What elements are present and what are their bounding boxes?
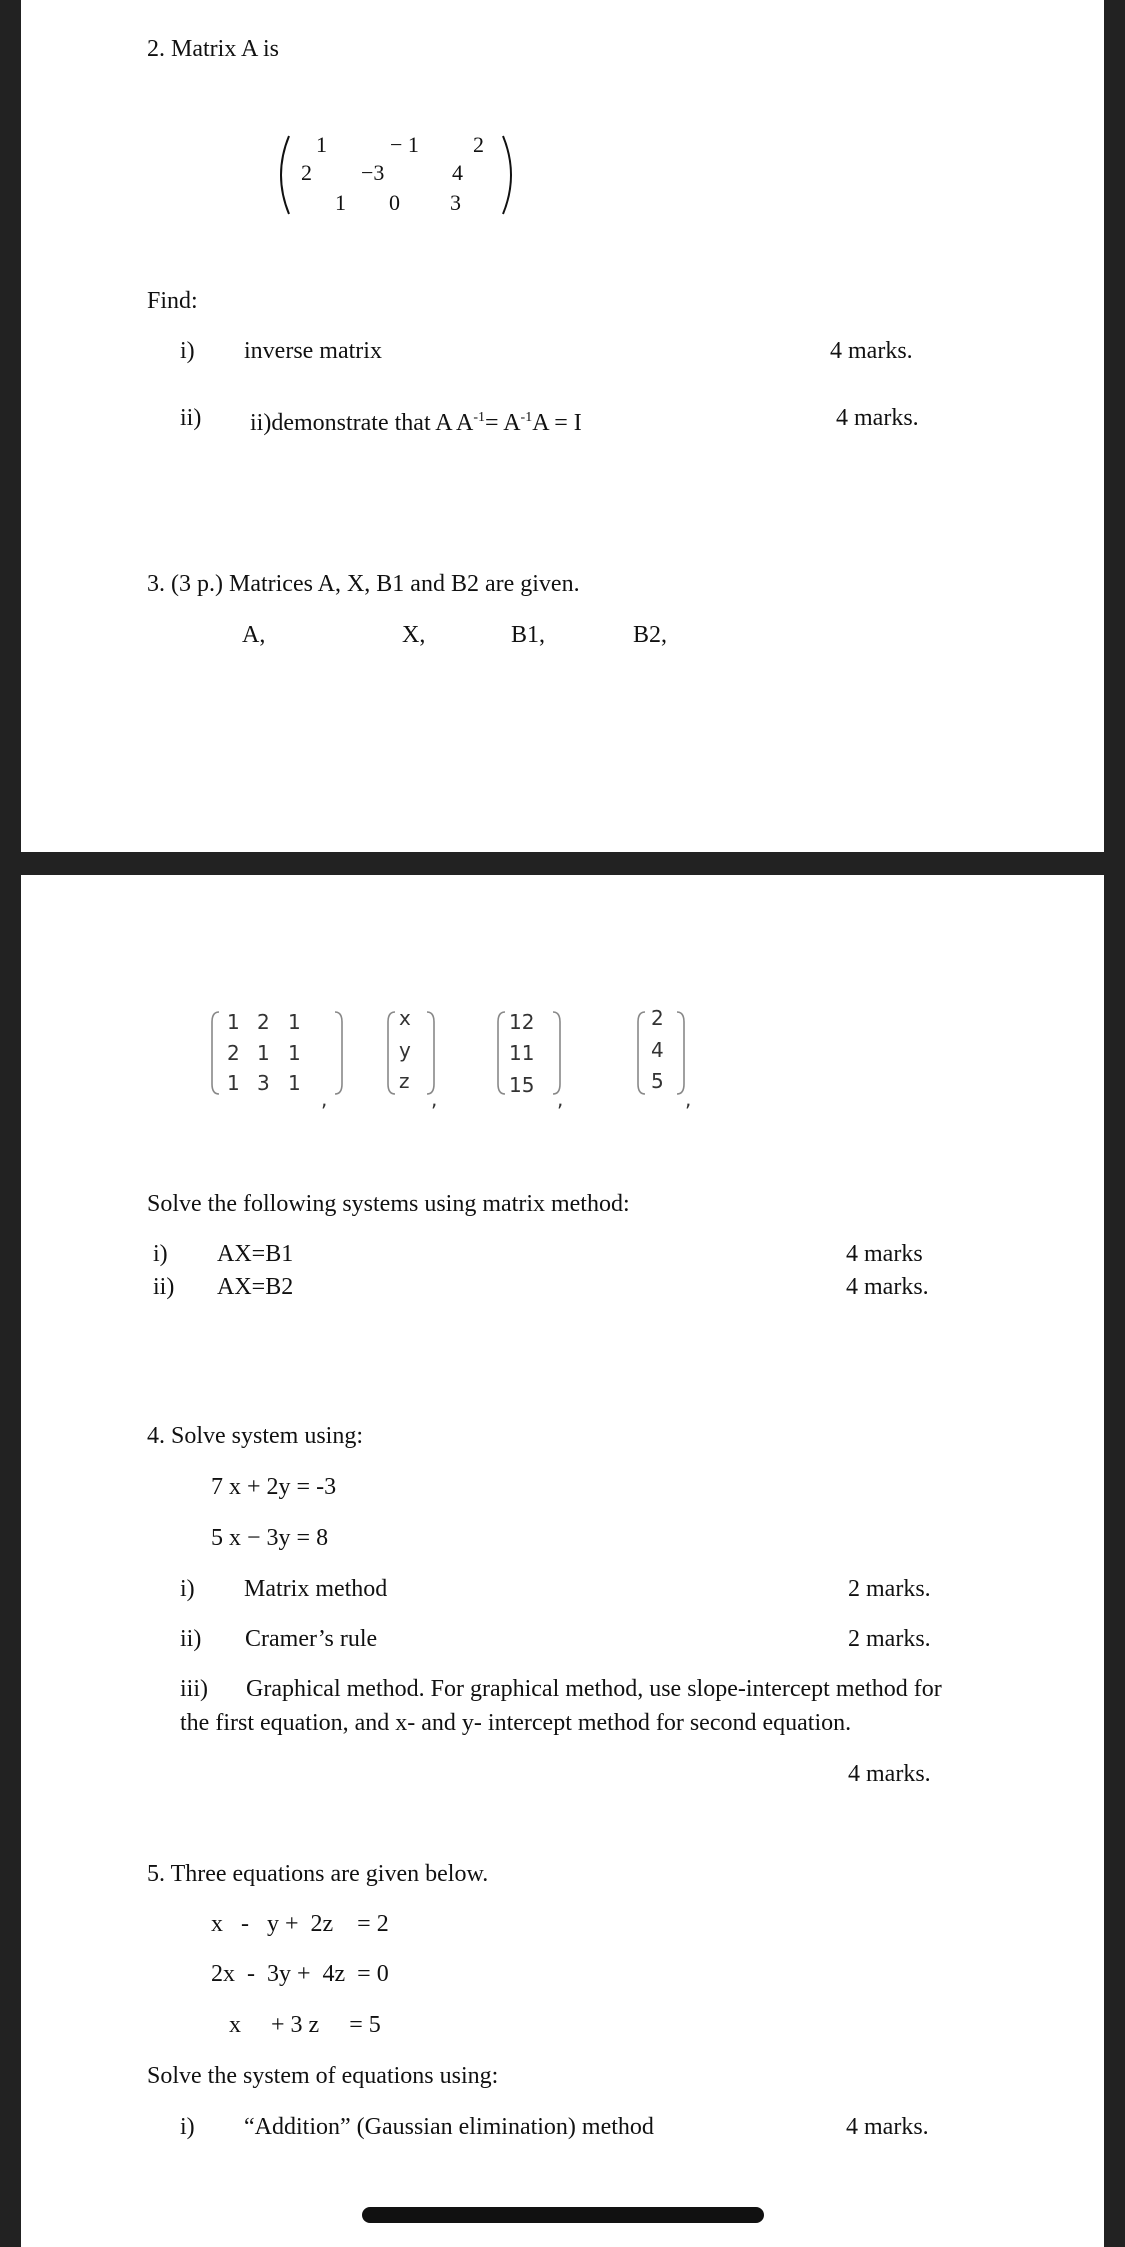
- matrix-cell: 15: [509, 1073, 535, 1097]
- comma: ,: [557, 1087, 564, 1111]
- item-number: i): [180, 2114, 195, 2140]
- matrix-cell: − 1: [390, 132, 419, 157]
- item-marks: 4 marks.: [846, 2114, 929, 2140]
- matrix-name-x: X,: [402, 622, 426, 648]
- item-text: AX=B1: [217, 1241, 294, 1267]
- document-page-1: [21, 0, 1104, 852]
- document-page-2: [21, 875, 1104, 2247]
- question-4-title: 4. Solve system using:: [147, 1423, 364, 1449]
- question-2-title: 2. Matrix A is: [147, 36, 280, 62]
- matrix-name-a: A,: [242, 622, 266, 648]
- matrix-cell: 1: [288, 1010, 301, 1034]
- matrix-cell: 2: [227, 1041, 240, 1065]
- matrix-cell: y: [399, 1038, 411, 1062]
- equation: x + 3 z = 5: [229, 2012, 381, 2038]
- comma: ,: [685, 1087, 692, 1111]
- item-marks: 4 marks: [846, 1241, 923, 1267]
- item-marks: 4 marks.: [836, 405, 919, 431]
- item-marks: 2 marks.: [848, 1626, 931, 1652]
- matrix-cell: 12: [509, 1010, 535, 1034]
- item-text: AX=B2: [217, 1274, 294, 1300]
- matrix-cell: 1: [316, 132, 327, 157]
- item-number: ii): [180, 1626, 202, 1652]
- question-5-title: 5. Three equations are given below.: [147, 1861, 489, 1887]
- matrix-cell: x: [399, 1006, 411, 1030]
- solve-instruction: Solve the system of equations using:: [147, 2063, 499, 2089]
- matrix-brackets: [383, 1010, 439, 1096]
- item-text-continued: the first equation, and x- and y- intercept method for second equation.: [180, 1710, 852, 1736]
- item-number: iii): [180, 1676, 208, 1702]
- item-number: ii): [180, 405, 202, 431]
- item-number: i): [180, 338, 195, 364]
- item-number: i): [180, 1576, 195, 1602]
- item-text: inverse matrix: [244, 338, 382, 364]
- matrix-cell: 3: [257, 1071, 270, 1095]
- matrix-cell: 5: [651, 1069, 664, 1093]
- equation: 5 x − 3y = 8: [211, 1525, 329, 1551]
- matrix-cell: 3: [450, 190, 461, 215]
- matrix-cell: 2: [651, 1006, 664, 1030]
- item-number: i): [153, 1241, 168, 1267]
- solve-instruction: Solve the following systems using matrix method:: [147, 1191, 630, 1217]
- item-text: “Addition” (Gaussian elimination) method: [244, 2114, 654, 2140]
- item-text: Cramer’s rule: [245, 1626, 378, 1652]
- item-marks: 4 marks.: [848, 1761, 931, 1787]
- item-marks: 4 marks.: [830, 338, 913, 364]
- item-text: ii)demonstrate that A $A^{-1}= A^{-1}A = I$: [250, 410, 582, 436]
- home-indicator[interactable]: [362, 2207, 764, 2223]
- matrix-cell: 1: [335, 190, 346, 215]
- matrix-cell: 2: [301, 160, 312, 185]
- item-marks: 2 marks.: [848, 1576, 931, 1602]
- equation: 7 x + 2y = -3: [211, 1474, 337, 1500]
- matrix-cell: 1: [257, 1041, 270, 1065]
- matrix-cell: 2: [257, 1010, 270, 1034]
- matrix-name-b2: B2,: [633, 622, 668, 648]
- matrix-cell: 1: [288, 1071, 301, 1095]
- matrix-name-b1: B1,: [511, 622, 546, 648]
- matrix-cell: 1: [227, 1071, 240, 1095]
- question-3-title: 3. (3 p.) Matrices A, X, B1 and B2 are given.: [147, 571, 580, 597]
- find-label: Find:: [147, 288, 198, 314]
- matrix-cell: 1: [227, 1010, 240, 1034]
- item-text: Graphical method. For graphical method, use slope-intercept method for: [246, 1676, 942, 1702]
- matrix-cell: 0: [389, 190, 400, 215]
- item-text: Matrix method: [244, 1576, 388, 1602]
- comma: ,: [431, 1087, 438, 1111]
- matrix-cell: 2: [473, 132, 484, 157]
- matrix-cell: 4: [651, 1038, 664, 1062]
- matrix-cell: 11: [509, 1041, 535, 1065]
- matrix-cell: 4: [452, 160, 463, 185]
- comma: ,: [321, 1087, 328, 1111]
- equation: x - y + 2z = 2: [211, 1911, 389, 1937]
- item-number: ii): [153, 1274, 175, 1300]
- item-marks: 4 marks.: [846, 1274, 929, 1300]
- matrix-cell: z: [399, 1069, 410, 1093]
- matrix-cell: −3: [361, 160, 385, 185]
- equation: 2x - 3y + 4z = 0: [211, 1961, 389, 1987]
- matrix-cell: 1: [288, 1041, 301, 1065]
